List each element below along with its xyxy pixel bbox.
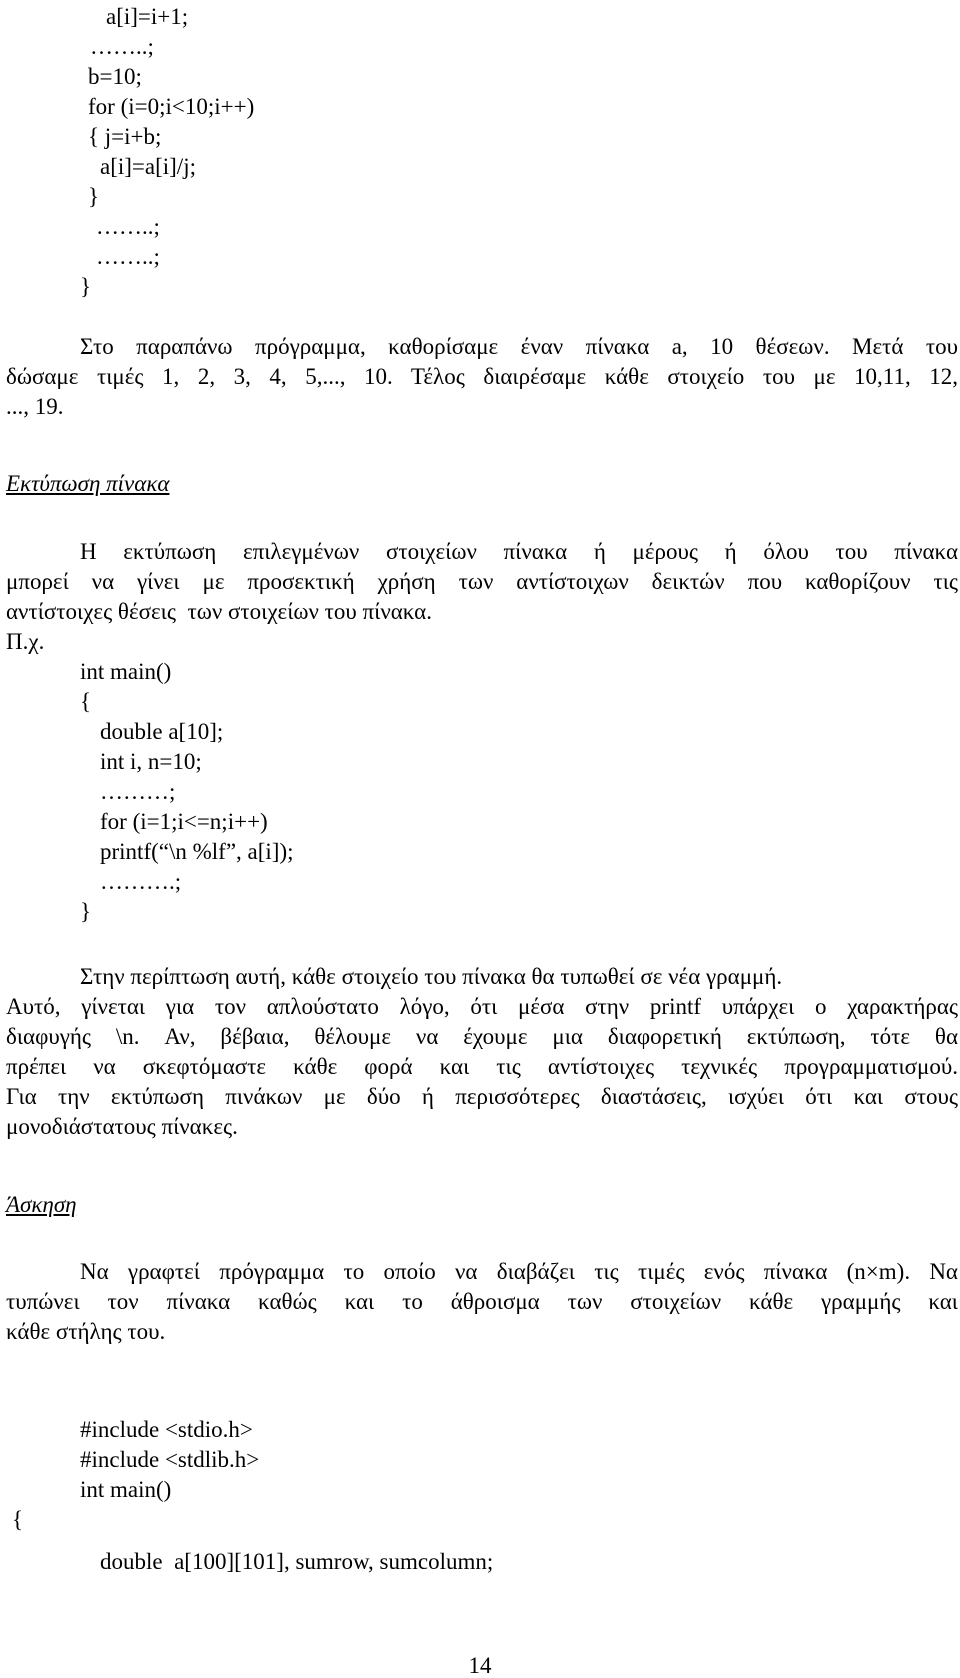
code-line: { <box>80 689 92 714</box>
body-text-line: Να γραφτεί πρόγραμμα το οποίο να διαβάζει τις τιμές ενός πίνακα (n×m). Να <box>80 1259 958 1284</box>
body-text-line: πρέπει να σκεφτόμαστε κάθε φορά και τις αντίστοιχες τεχνικές προγραμματισμού. <box>6 1054 958 1079</box>
code-line: int main() <box>80 1477 172 1502</box>
code-line: int i, n=10; <box>100 749 202 774</box>
code-line: #include <stdio.h> <box>80 1417 253 1442</box>
code-line: { <box>12 1507 24 1532</box>
code-line: ………; <box>100 779 176 804</box>
code-line: #include <stdlib.h> <box>80 1447 260 1472</box>
code-line: double a[100][101], sumrow, sumcolumn; <box>100 1549 494 1574</box>
body-text-line: κάθε στήλης του. <box>6 1319 166 1344</box>
body-text-line: Η εκτύπωση επιλεγμένων στοιχείων πίνακα ή μέρους ή όλου του πίνακα <box>80 539 958 564</box>
code-line: } <box>80 899 92 924</box>
body-text-line: Στο παραπάνω πρόγραμμα, καθορίσαμε έναν πίνακα a, 10 θέσεων. Μετά του <box>80 334 958 359</box>
code-line: ……..; <box>96 244 160 269</box>
body-text-line: τυπώνει τον πίνακα καθώς και το άθροισμα των στοιχείων κάθε γραμμής και <box>6 1289 958 1314</box>
body-text-line: Στην περίπτωση αυτή, κάθε στοιχείο του πίνακα θα τυπωθεί σε νέα γραμμή. <box>80 964 783 989</box>
code-line: a[i]=a[i]/j; <box>100 154 196 179</box>
body-text-line: Για την εκτύπωση πινάκων με δύο ή περισσότερες διαστάσεις, ισχύει ότι και στους <box>6 1084 958 1109</box>
code-line: a[i]=i+1; <box>106 4 189 29</box>
body-text-line: ..., 19. <box>6 394 64 419</box>
page-number: 14 <box>468 1653 492 1678</box>
code-line: for (i=1;i<=n;i++) <box>100 809 268 834</box>
code-line: b=10; <box>88 64 142 89</box>
body-text-line: δώσαμε τιμές 1, 2, 3, 4, 5,..., 10. Τέλος διαιρέσαμε κάθε στοιχείο του με 10,11, 12, <box>6 364 958 389</box>
body-text-line: μονοδιάστατους πίνακες. <box>6 1114 238 1139</box>
code-line: { j=i+b; <box>88 124 162 149</box>
body-text-line: διαφυγής \n. Αν, βέβαια, θέλουμε να έχουμε μια διαφορετική εκτύπωση, τότε θα <box>6 1024 958 1049</box>
section-heading: Εκτύπωση πίνακα <box>6 471 170 496</box>
code-line: ……..; <box>96 214 160 239</box>
code-line: for (i=0;i<10;i++) <box>88 94 255 119</box>
code-line: ……..; <box>90 34 154 59</box>
code-line: double a[10]; <box>100 719 224 744</box>
code-line: printf(“\n %lf”, a[i]); <box>100 839 294 864</box>
code-line: ……….; <box>100 869 182 894</box>
example-label: Π.χ. <box>6 629 45 654</box>
section-heading: Άσκηση <box>6 1192 77 1217</box>
body-text-line: Αυτό, γίνεται για τον απλούστατο λόγο, ότι μέσα στην printf υπάρχει ο χαρακτήρας <box>6 994 958 1019</box>
code-line: int main() <box>80 659 172 684</box>
code-line: } <box>80 274 92 299</box>
body-text-line: αντίστοιχες θέσεις των στοιχείων του πίνακα. <box>6 599 432 624</box>
body-text-line: μπορεί να γίνει με προσεκτική χρήση των αντίστοιχων δεικτών που καθορίζουν τις <box>6 569 958 594</box>
code-line: } <box>88 184 100 209</box>
